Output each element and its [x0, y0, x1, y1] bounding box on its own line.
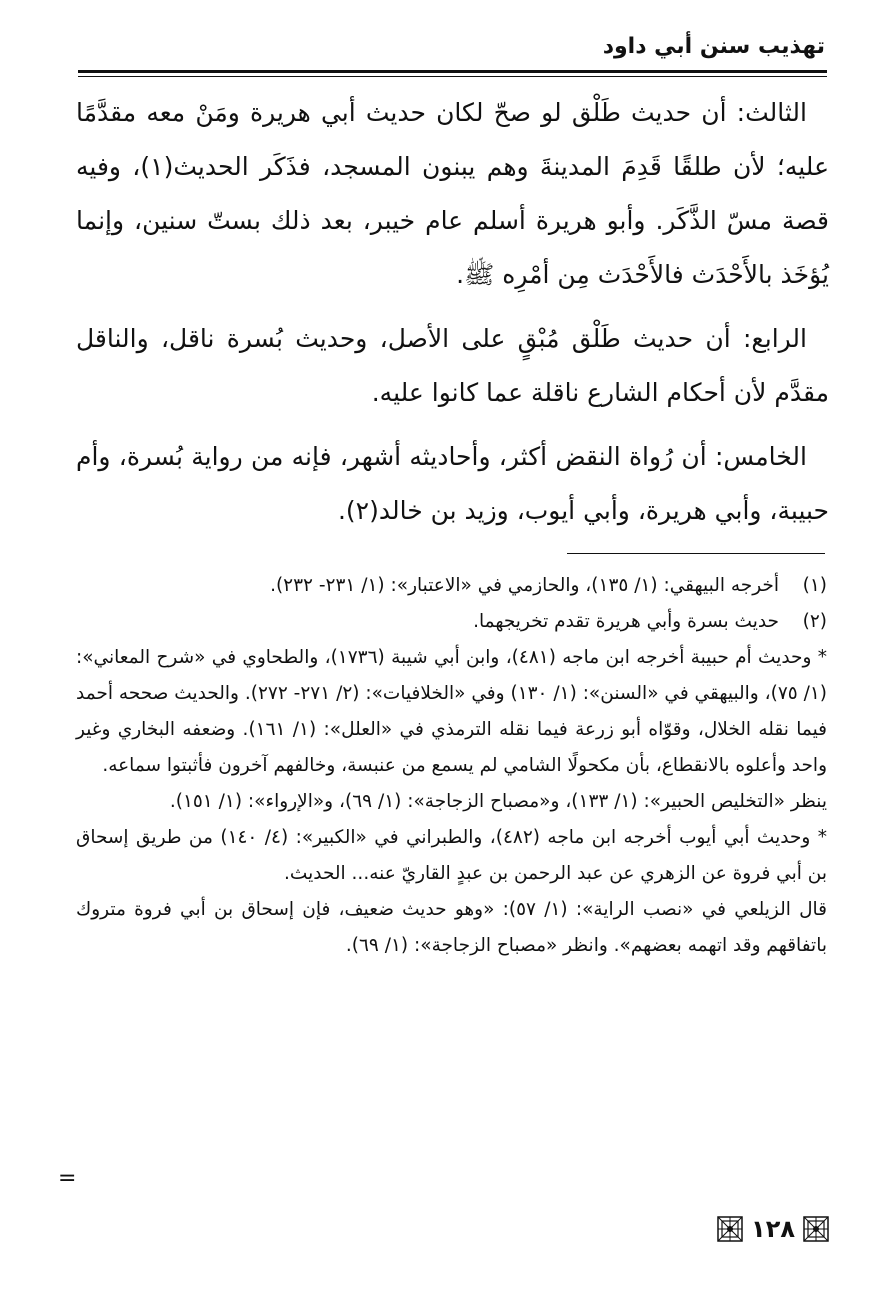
continuation-mark: =	[58, 1166, 77, 1191]
page-number: ١٢٨	[751, 1215, 795, 1243]
footnote-1-text: أخرجه البيهقي: (١/ ١٣٥)، والحازمي في «الاعتبار»: (١/ ٢٣١- ٢٣٢).	[270, 575, 779, 596]
main-text	[76, 86, 829, 548]
ornament-icon	[717, 1216, 743, 1242]
footnote-1	[76, 568, 827, 604]
footnote-references: ينظر «التخليص الحبير»: (١/ ١٣٣)، و«مصباح الزجاجة»: (١/ ٦٩)، و«الإرواء»: (١/ ١٥١).	[169, 791, 827, 812]
footnote-zaylai: قال الزيلعي في «نصب الراية»: (١/ ٥٧): «وهو حديث ضعيف، فإن إسحاق بن أبي فروة متروك باتفاقهم وقد اتهمه بعضهم». وانظر «مصباح الزجاجة»: (١/ ٦٩).	[76, 899, 827, 956]
header-rule-thick	[78, 70, 827, 73]
paragraph-third-reason: الثالث: أن حديث طَلْق لو صحّ لكان حديث أبي هريرة ومَنْ معه مقدَّمًا عليه؛ لأن طلقًا قَدِمَ المدينةَ وهم يبنون المسجد، فذَكَر الحديث(١)، وفيه قصة مسّ الذَّكَر. وأبو هريرة أسلم عام خيبر، بعد ذلك بستّ سنين، وإنما يُؤخَذ بالأَحْدَث فالأَحْدَث مِن أمْرِه ﷺ.	[76, 98, 829, 289]
paragraph-fifth-reason: الخامس: أن رُواة النقض أكثر، وأحاديثه أشهر، فإنه من رواية بُسرة، وأم حبيبة، وأبي هريرة، وأبي أيوب، وزيد بن خالد(٢).	[76, 442, 829, 525]
ornament-icon	[803, 1216, 829, 1242]
paragraph-fourth-reason: الرابع: أن حديث طَلْق مُبْقٍ على الأصل، وحديث بُسرة ناقل، والناقل مقدَّم لأن أحكام الشارع ناقلة عما كانوا عليه.	[76, 324, 829, 407]
footnote-2-number: (٢)	[802, 611, 827, 632]
page-number-box	[717, 1212, 829, 1246]
footnote-2-text: حديث بسرة وأبي هريرة تقدم تخريجهما.	[473, 611, 779, 632]
footnote-separator	[567, 553, 825, 554]
footnote-1-number: (١)	[802, 575, 827, 596]
footnote-2	[76, 604, 827, 640]
footnotes-section	[76, 568, 827, 964]
footnote-abu-ayyub: * وحديث أبي أيوب أخرجه ابن ماجه (٤٨٢)، والطبراني في «الكبير»: (٤/ ١٤٠) من طريق إسحاق بن أبي فروة عن الزهري عن عبد الرحمن بن عبدٍ القاريّ عنه... الحديث.	[76, 827, 827, 884]
footnote-umm-habiba: * وحديث أم حبيبة أخرجه ابن ماجه (٤٨١)، وابن أبي شيبة (١٧٣٦)، والطحاوي في «شرح المعاني»: (١/ ٧٥)، والبيهقي في «السنن»: (١/ ١٣٠) وفي «الخلافيات»: (٢/ ٢٧١- ٢٧٢). والحديث صححه أحمد فيما نقله الخلال، وقوّاه أبو زرعة فيما نقله الترمذي في «العلل»: (١/ ١٦١). وضعفه البخاري وغير واحد وأعلوه بالانقطاع، بأن مكحولًا الشامي لم يسمع من عنبسة، وخالفهم آخرون فأثبتوا سماعه.	[76, 647, 828, 776]
header-rule-thin	[78, 76, 827, 77]
running-header-title: تهذيب سنن أبي داود	[602, 34, 825, 59]
